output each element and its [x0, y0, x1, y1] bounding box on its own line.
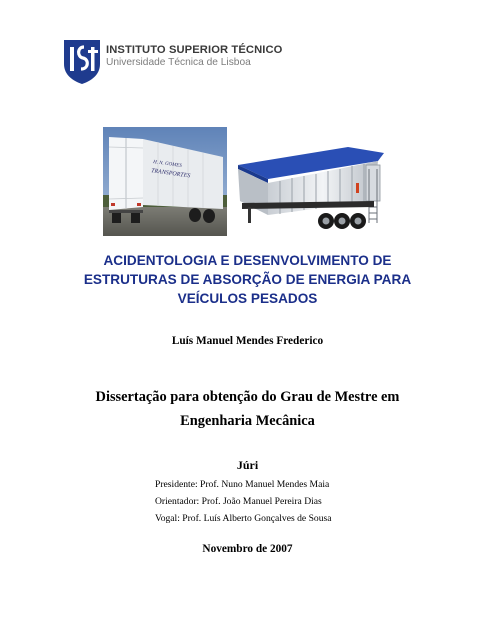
box-trailer-photo: [103, 127, 227, 236]
jury-list: [155, 476, 332, 527]
author-name: Luís Manuel Mendes Frederico: [171, 335, 324, 347]
institution-name: INSTITUTO SUPERIOR TÉCNICO: [106, 44, 283, 56]
degree-statement: [0, 385, 495, 433]
university-name: Universidade Técnica de Lisboa: [106, 57, 251, 68]
title-line-1: ACIDENTOLOGIA E DESENVOLVIMENTO DE: [103, 253, 392, 268]
thesis-title: [60, 251, 435, 308]
submission-date: Novembro de 2007: [202, 543, 293, 555]
title-line-3: VEÍCULOS PESADOS: [177, 291, 318, 306]
degree-line-1: Dissertação para obtenção do Grau de Mestre em: [95, 389, 400, 405]
svg-text:H. N. GOMES: H. N. GOMES: [152, 160, 183, 170]
jury-member-president: Presidente: Prof. Nuno Manuel Mendes Maia: [155, 479, 330, 490]
jury-member-vogal: Vogal: Prof. Luís Alberto Gonçalves de Sousa: [155, 513, 332, 524]
jury-heading: Júri: [236, 458, 259, 472]
ist-logo-icon: [62, 38, 102, 85]
degree-line-2: Engenharia Mecânica: [180, 413, 315, 429]
svg-text:TRANSPORTES: TRANSPORTES: [150, 168, 191, 180]
jury-member-advisor: Orientador: Prof. João Manuel Pereira Dias: [155, 496, 322, 507]
tipper-trailer-photo: [228, 143, 390, 237]
title-line-2: ESTRUTURAS DE ABSORÇÃO DE ENERGIA PARA: [83, 272, 412, 287]
